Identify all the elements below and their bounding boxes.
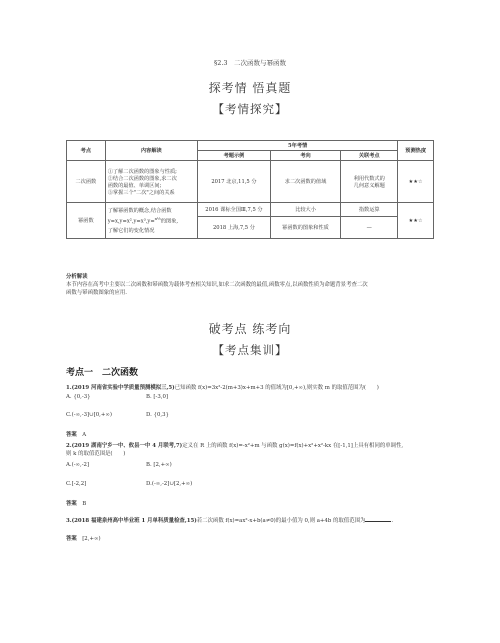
heading-kao-dian-ji-xun: 【考点集训】 — [212, 343, 288, 357]
table-row — [67, 161, 434, 203]
q2-option-d: D.(-∞,-2]∪[2,+∞) — [146, 481, 193, 487]
q2-option-b: B. [2,+∞) — [146, 462, 172, 468]
cell-shili: 2017 北京,11,5 分 — [197, 161, 270, 203]
header-kaodian: 考点 — [67, 141, 106, 161]
cell-shili: 2016 课标全国Ⅲ,7,5 分 — [197, 203, 270, 217]
header-shili: 考题示例 — [197, 151, 270, 161]
question-3: 3.(2018 福建泉州高中毕业班 1 月单科质量检查,15)若二次函数 f(x)=ax²-x+b(a≠0)的最小值为 0,则 a+4b 的取值范围为 . — [66, 518, 394, 524]
q1-answer: 答案 A — [66, 432, 87, 438]
q2-option-c: C.[-2,2] — [66, 481, 87, 487]
analysis-title: 分析解读 — [66, 274, 88, 280]
cell-kaodian: 二次函数 — [67, 161, 106, 203]
cell-kaodian: 幂函数 — [67, 203, 106, 239]
q1-option-d: D. {0,3} — [146, 412, 169, 418]
header-neirong: 内容解读 — [105, 141, 197, 161]
header-guanlian: 关联考点 — [341, 151, 398, 161]
question-1: 1.(2019 河南省实验中学质量预测模拟三,5)已知函数 f(x)=3x²-2(m+3)x+m+3 的值域为[0,+∞),则实数 m 的取值范围为( ) — [66, 385, 379, 391]
heading-po-kao-dian: 破考点 练考向 — [208, 322, 292, 336]
q2-answer: 答案 B — [66, 501, 87, 507]
q1-option-b: B. [-3,0] — [146, 394, 168, 400]
cell-guanlian: 指数运算 — [341, 203, 398, 217]
section-header: §2.3 二次函数与幂函数 — [213, 59, 287, 67]
header-redu: 预测热度 — [398, 141, 434, 161]
analysis-text: 本节内容在高考中主要以二次函数和幂函数为载体考查相关知识,如求二次函数的最值,函数零点,以函数性质为命题背景考查二次 函数与幂函数图象的应用. — [66, 282, 368, 296]
answer-blank — [365, 521, 391, 522]
cell-kaoxiang: 幂函数的图象和性质 — [270, 217, 340, 239]
q2-option-a: A.(-∞,-2] — [66, 462, 90, 468]
q1-option-c: C.(-∞,-3]∪[0,+∞) — [66, 412, 113, 418]
header-5year: 5年考情 — [197, 141, 397, 151]
cell-neirong: 了解幂函数的概念,结合函数 y=x,y=x²,y=x³,y=$^{x\frac{1}{2}}$的图象, 了解它们的变化情况 — [105, 203, 197, 239]
cell-redu: ★★☆ — [398, 161, 434, 203]
table-row — [67, 203, 434, 217]
header-kaoxiang: 考向 — [270, 151, 340, 161]
heading-tan-kao-qing: 探考情 悟真题 — [208, 81, 292, 95]
cell-kaoxiang: 比较大小 — [270, 203, 340, 217]
cell-neirong: ①了解二次函数的图象与性质; ②结合二次函数的图象,求二次 函数的最值、单调区间; ③掌握三个"二次"之间的关系 — [105, 161, 197, 203]
cell-kaoxiang: 求二次函数的值域 — [270, 161, 340, 203]
kaodian-title: 考点一 二次函数 — [66, 368, 139, 378]
q1-option-a: A. {0,-3} — [66, 394, 91, 400]
cell-redu: ★★☆ — [398, 203, 434, 239]
exam-analysis-table — [66, 140, 434, 239]
heading-kao-qing-tan-jiu: 【考情探究】 — [212, 102, 288, 116]
cell-guanlian: 利用代数式的 几何意义解题 — [341, 161, 398, 203]
cell-shili: 2018 上海,7,5 分 — [197, 217, 270, 239]
question-2: 2.(2019 湖南宁乡一中、攸县一中 4 月联考,7)定义在 R 上的函数 f(x)=-x²+m 与函数 g(x)=f(x)+x²+x²-kx 在[-1,1]上具有相同的单调性, 则 k 的取值范围是( ) — [66, 443, 404, 457]
q3-answer: 答案 [2,+∞) — [66, 536, 101, 542]
cell-guanlian: — — [341, 217, 398, 239]
